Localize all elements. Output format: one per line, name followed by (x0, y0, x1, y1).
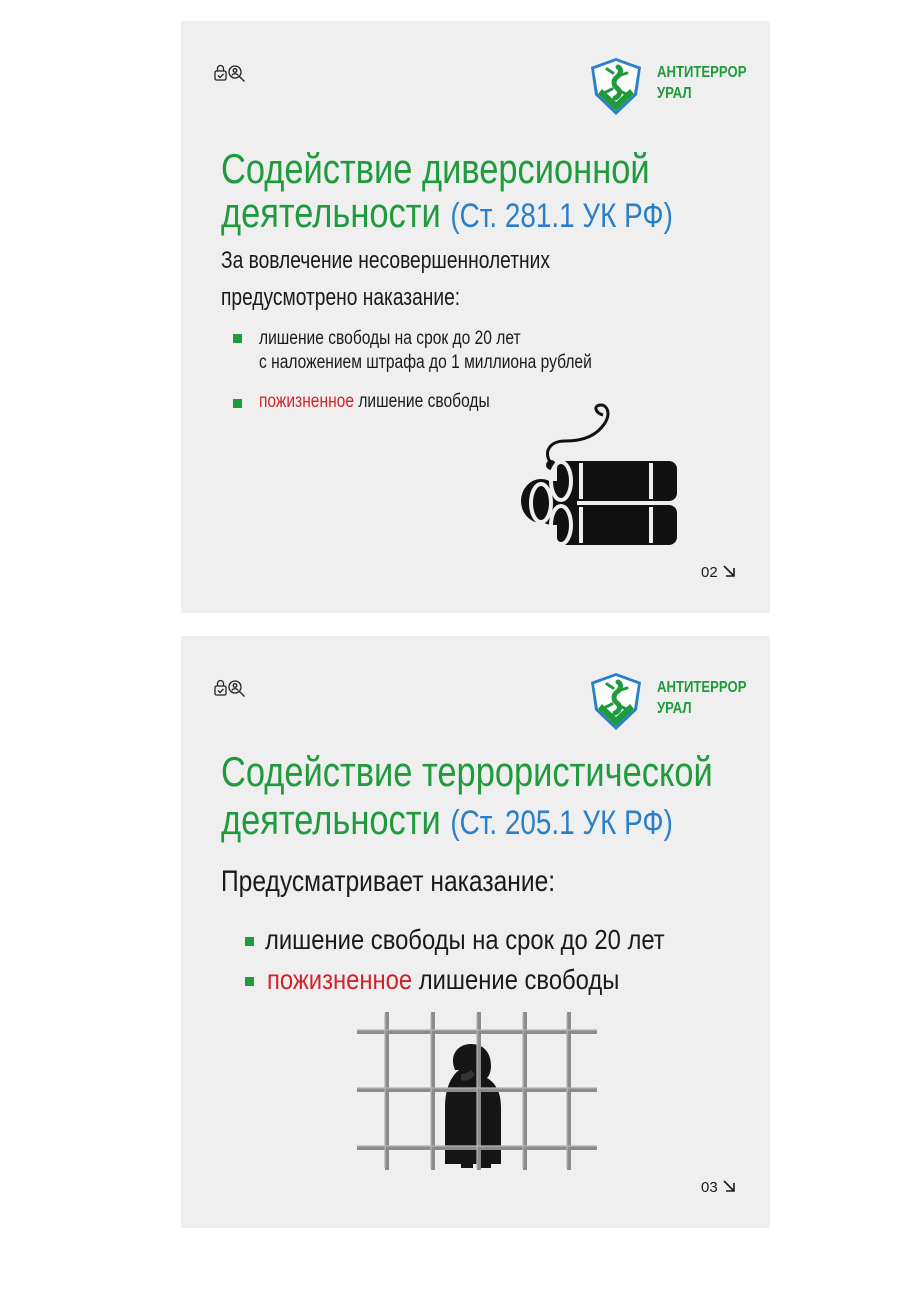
search-person-icon (229, 681, 245, 697)
slide-diversion (181, 21, 770, 613)
logo-text-line1: АНТИТЕРРОР (657, 679, 747, 696)
slide-title-line1 (221, 748, 713, 796)
gecko-shield-logo (585, 670, 647, 734)
page-number (701, 564, 736, 581)
bullet-text-line2: с наложением штрафа до 1 миллиона рублей (259, 352, 592, 373)
bullet-marker (233, 399, 242, 408)
title-text: Содействие террористической (221, 748, 713, 795)
title-text: Содействие диверсионной (221, 145, 650, 192)
logo-text-line2: УРАЛ (657, 700, 692, 717)
article-reference: (Ст. 281.1 УК РФ) (450, 197, 673, 235)
bullet-text (267, 963, 619, 997)
search-person-icon (229, 66, 245, 82)
logo-text-line2: УРАЛ (657, 85, 692, 102)
bullet-rest: лишение свободы (418, 964, 620, 995)
title-text: деятельности (221, 796, 441, 843)
logo-text-line1: АНТИТЕРРОР (657, 64, 747, 81)
arrow-down-right-icon (722, 1179, 736, 1193)
highlight-lifelong: пожизненное (267, 964, 413, 995)
antiterror-ural-logo (585, 55, 755, 119)
highlight-lifelong: пожизненное (259, 391, 355, 412)
article-reference: (Ст. 205.1 УК РФ) (450, 804, 673, 842)
gecko-shield-logo (585, 55, 647, 119)
slide-title-line1 (221, 145, 650, 193)
bullet-rest: лишение свободы (358, 391, 490, 412)
bullet-text-line1: лишение свободы на срок до 20 лет (259, 328, 521, 349)
intro-line2: предусмотрено наказание: (221, 284, 461, 311)
intro-text: Предусматривает наказание: (221, 865, 556, 898)
lock-check-icon (215, 681, 226, 696)
page-number (701, 1179, 736, 1196)
bullet-marker (233, 334, 242, 343)
slide-title-line2 (221, 189, 673, 240)
antiterror-ural-logo (585, 670, 755, 734)
slide-terrorism (181, 636, 770, 1228)
bullet-marker (245, 937, 254, 946)
dynamite-icon (521, 401, 681, 551)
intro-line1: За вовлечение несовершеннолетних (221, 247, 550, 274)
lock-search-icons (214, 679, 248, 697)
lock-check-icon (215, 66, 226, 81)
bullet-text: лишение свободы на срок до 20 лет (265, 924, 665, 955)
lock-search-icons (214, 64, 248, 82)
arrow-down-right-icon (722, 564, 736, 578)
page-number-text: 03 (701, 1179, 718, 1196)
page-number-text: 02 (701, 564, 718, 581)
bullet-text (259, 390, 490, 414)
bullet-marker (245, 977, 254, 986)
slide-title-line2 (221, 796, 673, 847)
title-text: деятельности (221, 189, 441, 236)
prison-bars-person-image (357, 1012, 597, 1172)
